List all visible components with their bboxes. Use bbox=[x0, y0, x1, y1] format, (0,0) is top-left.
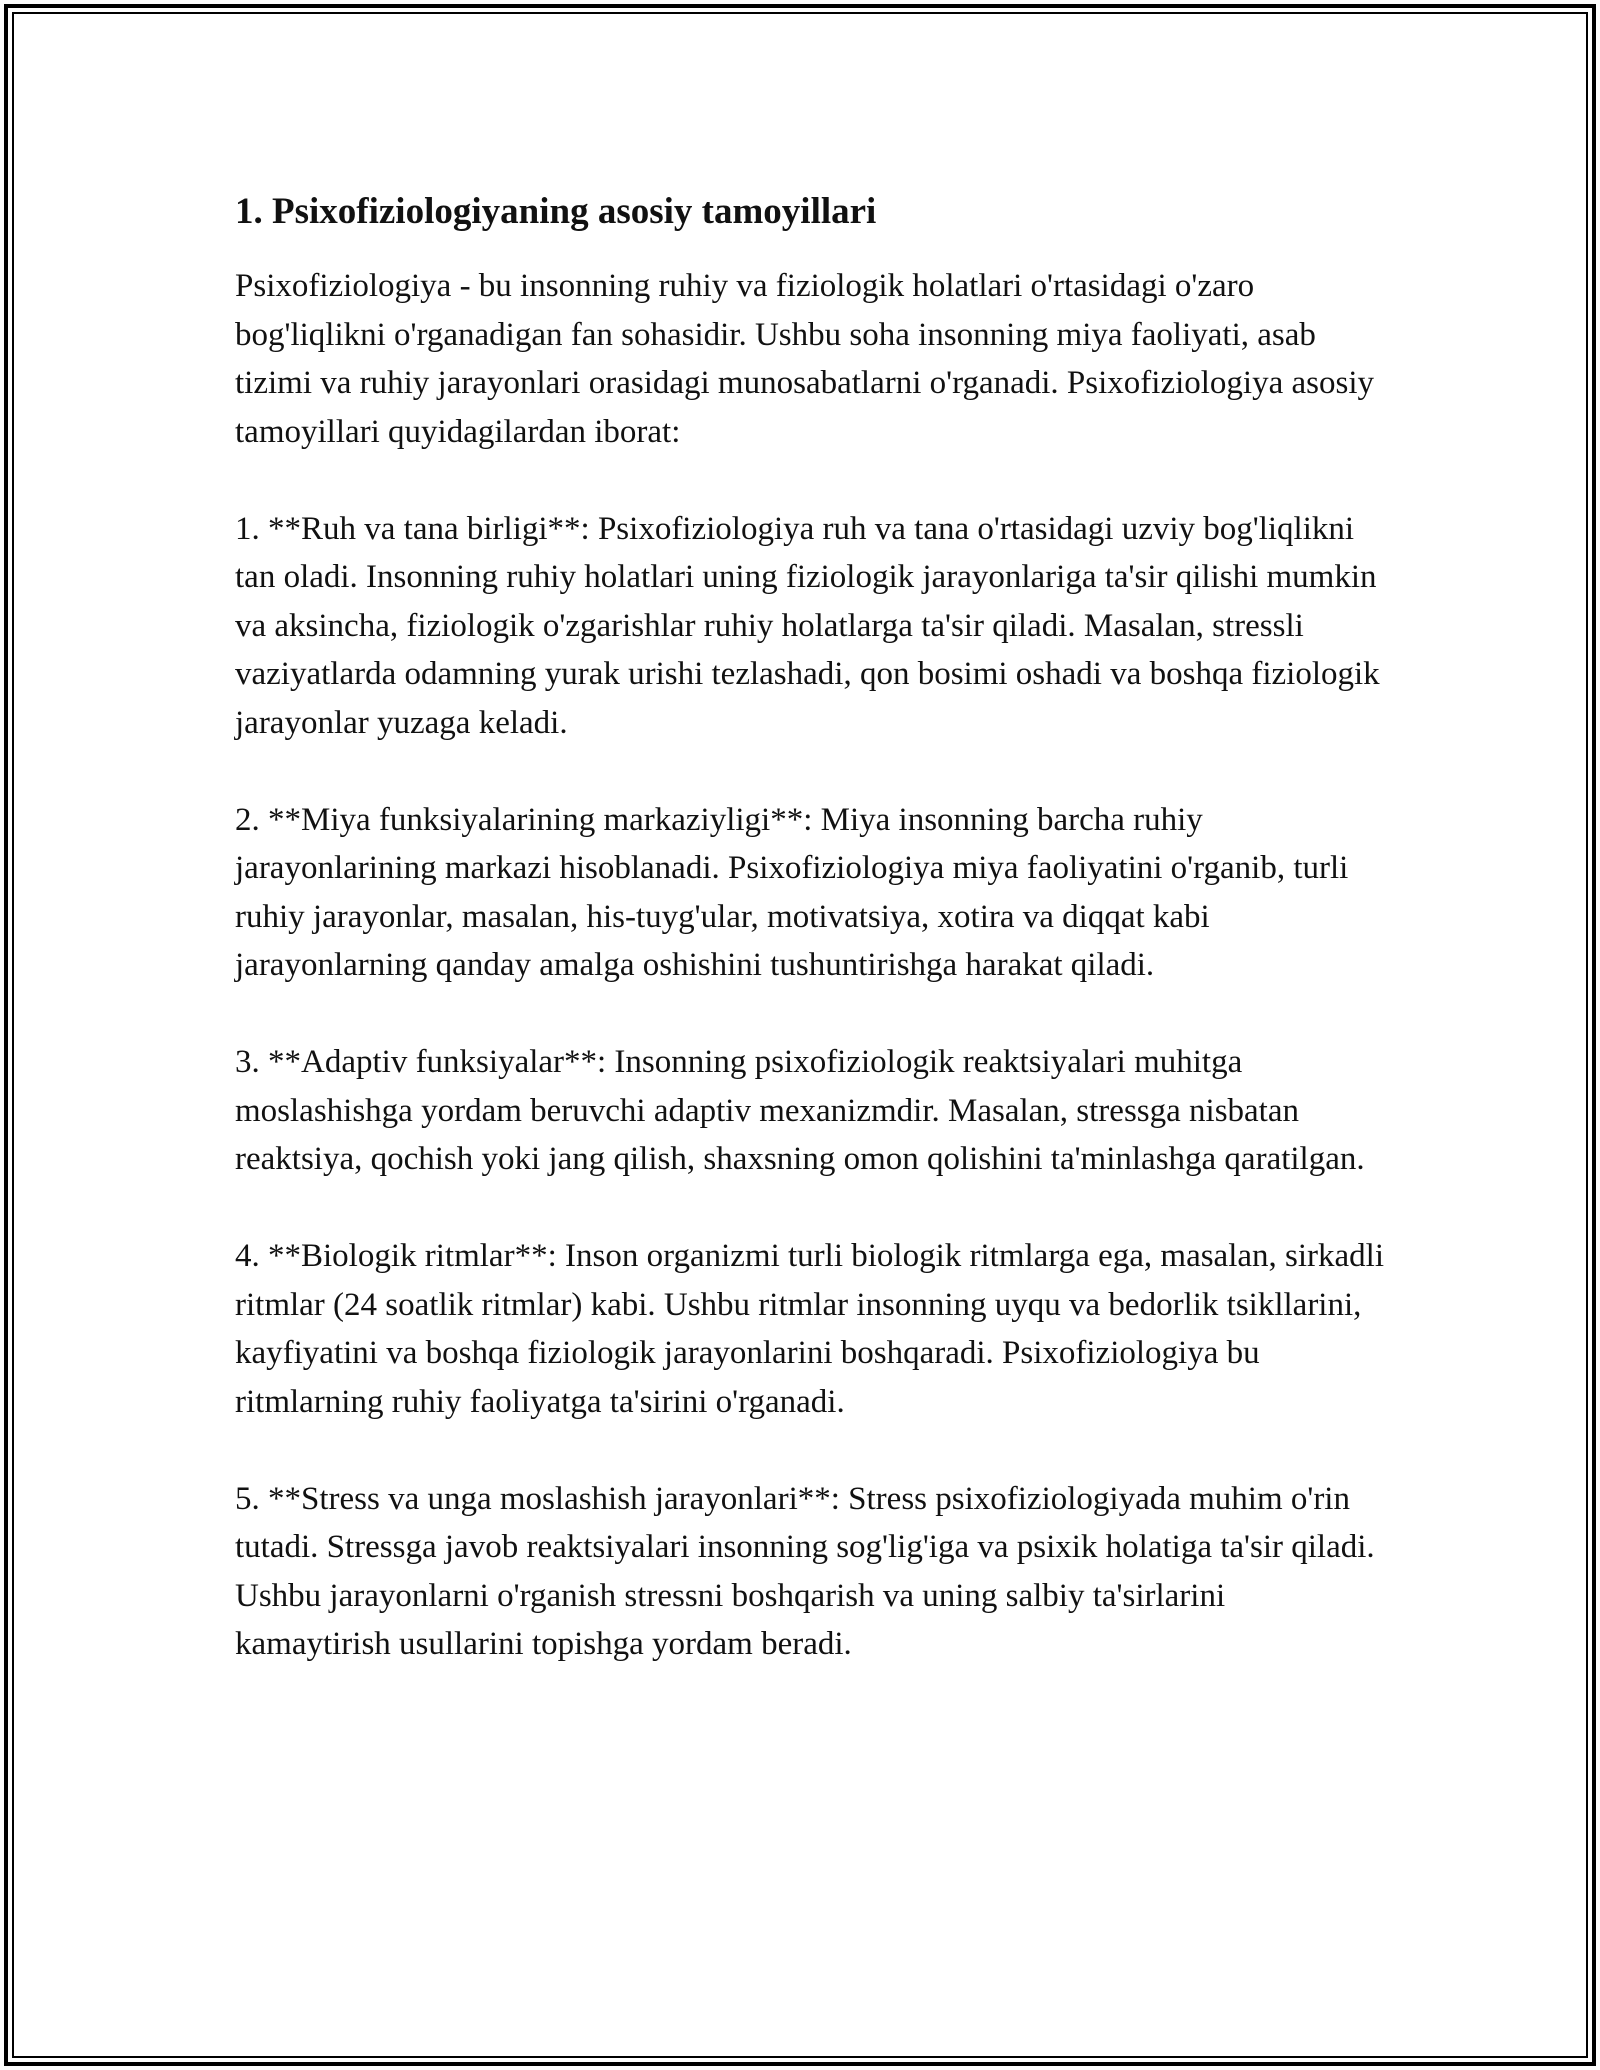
principle-paragraph-1: 1. **Ruh va tana birligi**: Psixofiziologiya ruh va tana o'rtasidagi uzviy bog'liqlikni tan oladi. Insonning ruhiy holatlari uning fiziologik jarayonlariga ta'sir qilishi mumkin va aksincha, fiziologik o'zgarishlar ruhiy holatlarga ta'sir qiladi. Masalan, stressli vaziyatlarda odamning yurak urishi tezlashadi, qon bosimi oshadi va boshqa fiziologik jarayonlar yuzaga keladi. bbox=[235, 510, 1380, 741]
intro-paragraph: Psixofiziologiya - bu insonning ruhiy va fiziologik holatlari o'rtasidagi o'zaro bog'liqlikni o'rganadigan fan sohasidir. Ushbu soha insonning miya faoliyati, asab tizimi va ruhiy jarayonlari orasidagi munosabatlarni o'rganadi. Psixofiziologiya asosiy tamoyillari quyidagilardan iborat: bbox=[235, 268, 1374, 450]
principle-paragraph-3: 3. **Adaptiv funksiyalar**: Insonning psixofiziologik reaktsiyalari muhitga moslashishga yordam beruvchi adaptiv mexanizmdir. Masalan, stressga nisbatan reaktsiya, qochish yoki jang qilish, shaxsning omon qolishini ta'minlashga qaratilgan. bbox=[235, 1044, 1365, 1177]
section-heading: 1. Psixofiziologiyaning asosiy tamoyillari bbox=[235, 191, 877, 232]
principle-paragraph-4: 4. **Biologik ritmlar**: Inson organizmi turli biologik ritmlarga ega, masalan, sirkadli ritmlar (24 soatlik ritmlar) kabi. Ushbu ritmlar insonning uyqu va bedorlik tsikllarini, kayfiyatini va boshqa fiziologik jarayonlarini boshqaradi. Psixofiziologiya bu ritmlarning ruhiy faoliyatga ta'sirini o'rganadi. bbox=[235, 1238, 1385, 1420]
document-body bbox=[235, 188, 1385, 1669]
principle-paragraph-2: 2. **Miya funksiyalarining markaziyligi**: Miya insonning barcha ruhiy jarayonlarining markazi hisoblanadi. Psixofiziologiya miya faoliyatini o'rganib, turli ruhiy jarayonlar, masalan, his-tuyg'ular, motivatsiya, xotira va diqqat kabi jarayonlarning qanday amalga oshishini tushuntirishga harakat qiladi. bbox=[235, 801, 1349, 983]
principle-paragraph-5: 5. **Stress va unga moslashish jarayonlari**: Stress psixofiziologiyada muhim o'rin tutadi. Stressga javob reaktsiyalari insonning sog'lig'iga va psixik holatiga ta'sir qiladi. Ushbu jarayonlarni o'rganish stressni boshqarish va uning salbiy ta'sirlarini kamaytirish usullarini topishga yordam beradi. bbox=[235, 1480, 1375, 1662]
